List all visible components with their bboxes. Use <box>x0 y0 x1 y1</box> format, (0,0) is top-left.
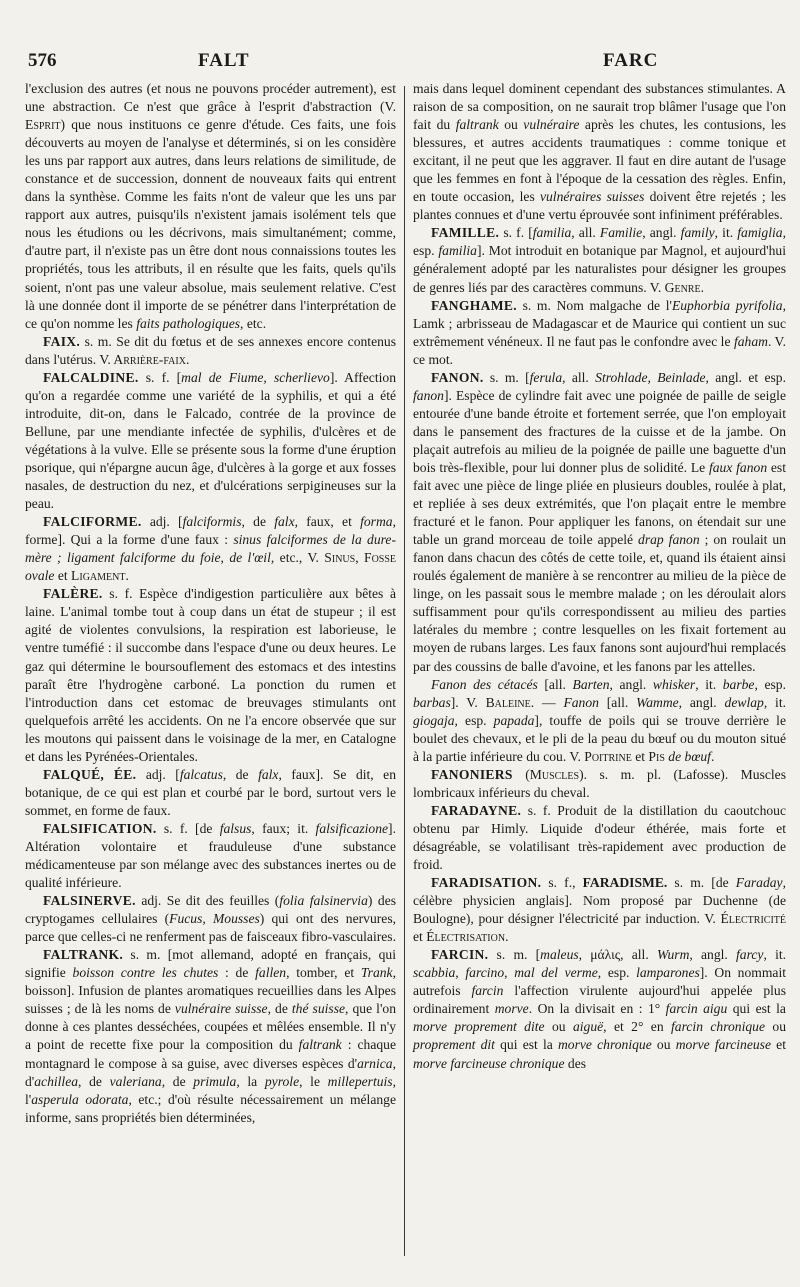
dictionary-entry <box>25 585 396 765</box>
entry-headword: FARCIN. <box>431 947 489 963</box>
dictionary-entry <box>25 766 396 820</box>
entry-headword: FALSIFICATION. <box>43 820 157 836</box>
entry-text: l'exclusion des autres (et nous ne pouvons procéder autrement), est une abstraction. Ce n'est que grâce à l'esprit d'abstraction (V. Esprit) que nous instituons ce genre d'étude. Ces faits, une fois découverts au moyen de l'analyse et déterminés, si on les considère les uns par rapport aux autres, dans leurs relations de similitude, de constance et de succession, donnent de nouveaux faits qui entrent dans la synthèse. Comme les faits n'ont de valeur que les uns par rapport aux autres, puisqu'ils n'existent jamais isolément tels que nous les étudions ou les décrivons, mais simultanément; comme, d'autre part, il n'existe pas un être dont nous connaissions toutes les propriétés, tous les attributs, il en résulte que les faits, quels qu'ils soient, n'ont pas une valeur absolue, mais seulement relative. C'est là une donnée dont il importe de se pénétrer dans l'interprétation de ce qu'on nomme les faits pathologiques, etc. <box>25 81 396 331</box>
right-running-head: FARC <box>603 50 659 71</box>
entry-headword: FANON. <box>431 369 484 385</box>
running-head <box>28 48 772 78</box>
entry-headword: FALTRANK. <box>43 947 124 963</box>
entry-paragraph <box>413 676 786 766</box>
dictionary-entry <box>25 820 396 892</box>
left-running-head: FALT <box>198 50 250 71</box>
entry-text: adj. Se dit des feuilles (folia falsinervia) des cryptogames cellulaires (Fucus, Mousses) qui ont des nervures, parce que celles-ci ne renferment pas de faisceaux fibro-vasculaires. <box>25 893 397 945</box>
page-number: 576 <box>28 50 57 71</box>
dictionary-entry <box>25 369 396 513</box>
column-divider <box>404 86 405 1256</box>
dictionary-entry <box>413 874 786 946</box>
dictionary-entry <box>25 513 396 585</box>
entry-text: s. m. [maleus, μάλις, all. Wurm, angl. farcy, it. scabbia, farcino, mal del verme, esp. lamparones]. On nommait autrefois farcin l'affection virulente aujourd'hui appelée plus ordinairement morve. On la divisait en : 1° farcin aigu qui est la morve proprement dite ou aiguë, et 2° en farcin chronique ou proprement dit qui est la morve chronique ou morve farcineuse et morve farcineuse chronique des <box>413 947 787 1071</box>
entry-headword: FALCIFORME. <box>43 514 142 530</box>
entry-text: adj. [falciformis, de falx, faux, et forma, forme]. Qui a la forme d'une faux : sinus falciformes de la dure-mère ; ligament falciforme du foie, de l'œil, etc., V. Sinus, Fosse ovale et Ligament. <box>25 514 397 584</box>
dictionary-entry <box>413 369 786 676</box>
entry-text: adj. [falcatus, de falx, faux]. Se dit, en botanique, de ce qui est plan et courbé par le bord, surtout vers le sommet, en forme de faux. <box>25 766 396 818</box>
entry-text: s. m. [ferula, all. Strohlade, Beinlade, angl. et esp. fanon]. Espèce de cylindre fait avec une poignée de paille de seigle entourée d'une bande étroite et fortement serrée, que l'on employait dans le pansement des fractures de la cuisse et de la jambe. On plaçait autrefois au milieu de la poignée de paille une baguette d'un bois très-flexible, pour lui donner plus de solidité. Le faux fanon est fait avec une pièce de linge pliée en plusieurs doubles, roulée à plat, et repliée à ses deux extrémités, que l'on plaçait entre le membre fracturé et le fanon. Pour appliquer les fanons, on étendait sur une table un grand morceau de toile appelé drap fanon ; on roulait un fanon dans chacun des côtés de cette toile, et, quand ils étaient ainsi roulés également de manière à se rencontrer au milieu de la pièce de linge, on les passait sous le membre malade ; on les déroulait alors suffisamment pour qu'ils correspondissent au milieu des parties latérales du membre ; contre lesquelles on les fixait fortement au moyen de rubans larges. Les faux fanons sont aujourd'hui remplacés par des coussins de balle d'avoine, et les fanons par les attelles. <box>413 369 787 674</box>
dictionary-entry <box>413 802 786 874</box>
entry-headword: FARADISATION. <box>431 875 542 891</box>
dictionary-entry <box>413 224 786 296</box>
left-column <box>25 80 396 1127</box>
dictionary-entry <box>25 946 396 1126</box>
dictionary-entry <box>25 892 396 946</box>
entry-text: s. m. Se dit du fœtus et de ses annexes encore contenus dans l'utérus. V. Arrière-faix. <box>25 333 396 367</box>
entry-text: Fanon des cétacés [all. Barten, angl. whisker, it. barbe, esp. barbas]. V. Baleine. — Fanon [all. Wamme, angl. dewlap, it. giogaja, esp. papada], touffe de poils qui se trouve derrière le boulet des chevaux, et le pli de la peau du bœuf ou du mouton situé à la partie inférieure du cou. V. Poitrine et Pis de bœuf. <box>413 676 787 764</box>
entry-headword: FAIX. <box>43 333 81 349</box>
entry-text: s. f. [mal de Fiume, scherlievo]. Affection qu'on a regardée comme une variété de la syphilis, et qui a été introduite, dit-on, dans le Falcado, contrée de la province de Bellune, par une mendiante infectée de syphilis, d'ulcères et de végétations à la vulve. Elle se présente sous la forme d'une éruption psorique, qui n'épargne aucun âge, d'ulcères à la gorge et aux fosses nasales, de destruction du nez, et d'ulcérations serpigineuses sur la peau. <box>25 369 396 512</box>
entry-text: s. m. [mot allemand, adopté en français, qui signifie boisson contre les chutes : de fallen, tomber, et Trank, boisson]. Infusion de plantes aromatiques recueillies dans les Alpes suisses ; de là les noms de vulnéraire suisse, de thé suisse, que l'on donne à ces plantes desséchées, coupées et mêlées ensemble. Il n'y a point de recette fixe pour la composition du faltrank : chaque montagnard le compose à sa guise, avec diverses espèces d'arnica, d'achillea, de valeriana, de primula, la pyrole, le millepertuis, l'asperula odorata, etc.; d'où résulte nécessairement un mélange informe, sans propriétés bien déterminées, <box>25 947 396 1125</box>
entry-headword: FANGHAME. <box>431 297 517 313</box>
entry-paragraph <box>413 80 786 224</box>
dictionary-entry <box>413 297 786 369</box>
dictionary-entry <box>25 333 396 369</box>
entry-text: s. f. [familia, all. Familie, angl. family, it. famiglia, esp. familia]. Mot introduit en botanique par Magnol, et aujourd'hui généralement adopté par les naturalistes pour désigner les groupes de genres liés par des caractères communs. V. Genre. <box>413 225 786 295</box>
entry-text: s. m. Nom malgache de l'Euphorbia pyrifolia, Lamk ; arbrisseau de Madagascar et de Maurice qui contient un suc extrêmement vénéneux. Il ne faut pas le confondre avec le faham. V. ce mot. <box>413 297 787 367</box>
entry-text: mais dans lequel dominent cependant des substances stimulantes. A raison de sa composition, on ne saurait trop blâmer l'usage que l'on fait du faltrank ou vulnéraire après les chutes, les contusions, les blessures, et autres accidents traumatiques : comme tonique et excitant, il ne peut que les aggraver. Il faut en dire autant de l'usage que les femmes en font à l'époque de la cessation des règles. Enfin, en toute occasion, les vulnéraires suisses doivent être rejetés ; les plantes connues et d'une vertu éprouvée sont infiniment préférables. <box>413 81 786 223</box>
entry-headword: FANONIERS <box>431 766 513 782</box>
entry-text: s. f. [de falsus, faux; it. falsificazione]. Altération volontaire et frauduleuse d'une substance médicamenteuse par son mélange avec des substances inertes ou de qualité inférieure. <box>25 820 396 891</box>
entry-text: s. f. Produit de la distillation du caoutchouc obtenu par Himly. Liquide d'odeur éthérée, mais forte et désagréable, se volatilisant très-rapidement avec production de froid. <box>413 802 786 873</box>
dictionary-entry <box>413 946 786 1072</box>
entry-text: s. f., FARADISME. s. m. [de Faraday, célèbre physicien anglais]. Nom proposé par Duchenne (de Boulogne), pour désigner l'électricité par induction. V. Électricité et Électrisation. <box>413 875 786 945</box>
entry-text: (Muscles). s. m. pl. (Lafosse). Muscles lombricaux inférieurs du cheval. <box>413 766 786 800</box>
entry-headword: FAMILLE. <box>431 225 500 241</box>
entry-headword: FARADAYNE. <box>431 802 522 818</box>
entry-paragraph <box>25 80 396 333</box>
right-column <box>413 80 786 1073</box>
entry-headword: FALCALDINE. <box>43 369 139 385</box>
entry-headword: FALSINERVE. <box>43 893 136 909</box>
entry-text: s. f. Espèce d'indigestion particulière aux bêtes à laine. L'animal tombe tout à coup dans un état de stupeur ; il est agité de violentes convulsions, la respiration est laborieuse, le ventre tuméfié : il succombe dans l'espace d'une ou deux heures. Le gaz qui détermine le boursouflement des estomacs et des intestins paraît être l'hydrogène carboné. La ponction du rumen et l'introduction dans cet estomac de breuvages stimulants ont quelquefois arrêté les accidents. On ne l'a encore observée que sur les moutons qui paissent dans le voisinage de la mer, en Catalogne et dans les Pyrénées-Orientales. <box>25 586 396 764</box>
entry-headword: FALQUÉ, ÉE. <box>43 766 137 782</box>
entry-headword: FALÈRE. <box>43 586 103 602</box>
dictionary-entry <box>413 766 786 802</box>
